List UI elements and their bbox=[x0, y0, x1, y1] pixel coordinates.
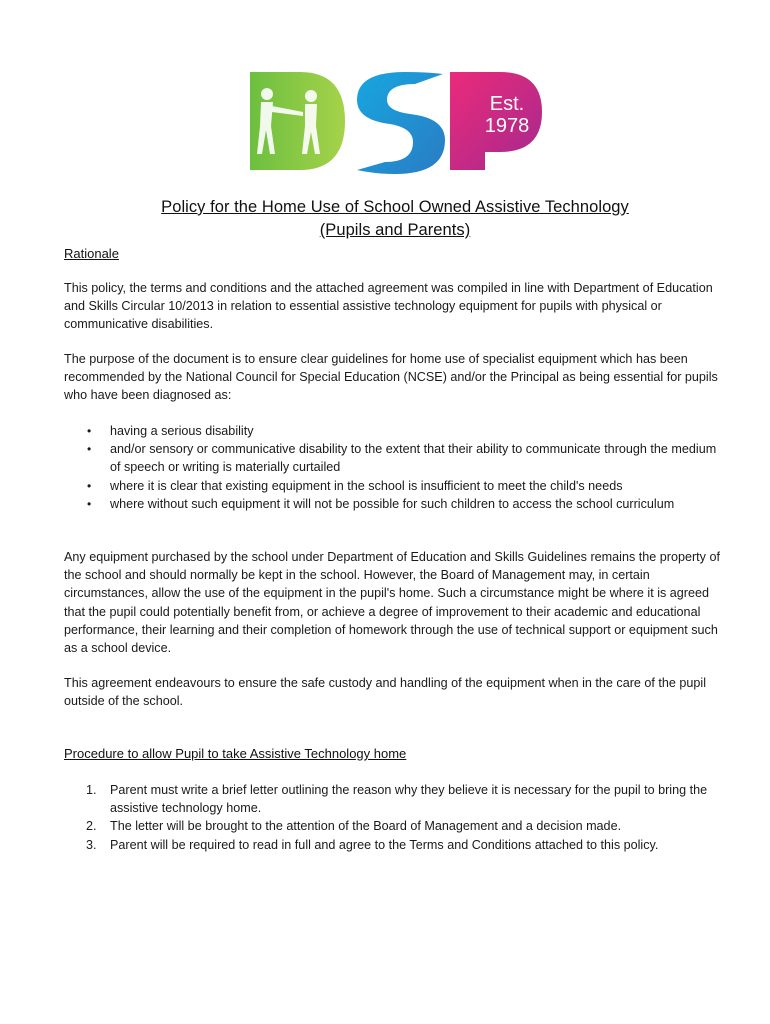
bullet-icon: • bbox=[87, 478, 92, 493]
procedure-step: 2. The letter will be brought to the attention of the Board of Management and a decision made. bbox=[86, 819, 622, 834]
dsp-logo bbox=[245, 66, 545, 176]
logo-est-label: Est. bbox=[489, 93, 525, 115]
bullet-item: • where without such equipment it will not be possible for such children to access the school curriculum bbox=[64, 495, 724, 513]
logo-letter-p bbox=[450, 72, 542, 170]
rationale-paragraph-1: This policy, the terms and conditions and the attached agreement was compiled in line with Department of Education and Skills Circular 10/2013 in relation to essential assistive technology equipment for pupils with physical or communicative disabilities. bbox=[64, 281, 713, 332]
procedure-step: 3. Parent will be required to read in full and agree to the Terms and Conditions attached to this policy. bbox=[86, 837, 659, 852]
procedure-steps-list bbox=[64, 781, 724, 854]
rationale-paragraph-4: This agreement endeavours to ensure the safe custody and handling of the equipment when in the care of the pupil outside of the school. bbox=[64, 676, 707, 709]
rationale-paragraph-2: The purpose of the document is to ensure clear guidelines for home use of specialist equipment which has been recommended by the National Council for Special Education (NCSE) and/or the Principal as being essential for pupils who have been diagnosed as: bbox=[64, 352, 718, 403]
document-title-line2: (Pupils and Parents) bbox=[319, 221, 471, 239]
bullet-item: • where it is clear that existing equipment in the school is insufficient to meet the child's needs bbox=[64, 477, 724, 495]
logo-letter-d bbox=[250, 72, 345, 170]
logo-est-year: 1978 bbox=[484, 115, 530, 137]
bullet-item: • having a serious disability bbox=[64, 422, 724, 440]
bullet-icon: • bbox=[87, 442, 92, 457]
bullet-icon: • bbox=[87, 424, 92, 438]
procedure-step: 1. Parent must write a brief letter outlining the reason why they believe it is necessary for the pupil to bring the assistive technology home. bbox=[86, 783, 708, 816]
bullet-item: • and/or sensory or communicative disability to the extent that their ability to communicate through the medium of speech or writing is materially curtailed bbox=[87, 442, 717, 475]
bullet-icon: • bbox=[87, 496, 92, 511]
procedure-heading: Procedure to allow Pupil to take Assistive Technology home bbox=[64, 746, 407, 761]
rationale-paragraph-3: Any equipment purchased by the school under Department of Education and Skills Guidelines remains the property of the school and should normally be kept in the school. However, the Board of Management may, in certain circumstances, allow the use of the equipment in the pupil's home. Such a circumstance might be where it is agreed that the pupil could potentially benefit from, or achieve a degree of improvement to their academic and educational performance, their learning and their completion of homework through the use of technical support or equipment such as a school device. bbox=[64, 550, 720, 656]
logo-letter-s bbox=[357, 72, 445, 174]
document-title-line1: Policy for the Home Use of School Owned Assistive Technology bbox=[161, 198, 629, 216]
criteria-bullet-list bbox=[64, 422, 724, 513]
rationale-heading: Rationale bbox=[64, 246, 119, 261]
